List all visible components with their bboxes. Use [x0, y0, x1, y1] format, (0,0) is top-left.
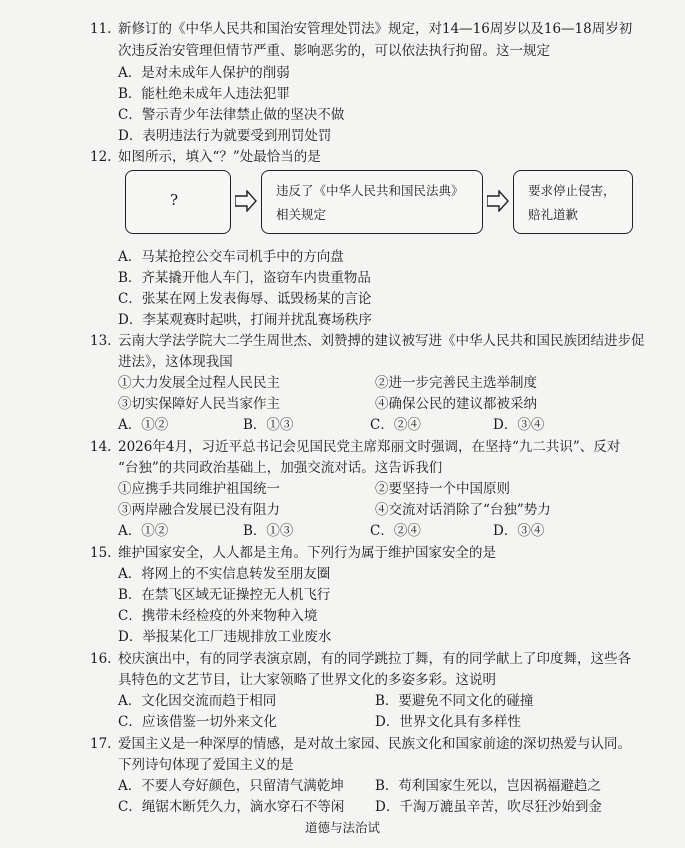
choice-d: D．③④ — [493, 417, 545, 433]
diagram-box-unknown — [125, 170, 231, 234]
flow-diagram — [125, 170, 635, 236]
choice-b: B．①③ — [243, 417, 294, 433]
arrow-right-icon — [235, 190, 257, 212]
option-c: C．张某在网上发表侮辱、诋毁杨某的言论 — [118, 291, 372, 307]
option-c: C．携带未经检疫的外来物种入境 — [118, 608, 318, 624]
option-b: B．在禁飞区域无证操控无人机飞行 — [118, 587, 331, 603]
option-d: D．举报某化工厂违规排放工业废水 — [118, 629, 332, 645]
question-stem-line: 进法》，这体现我国 — [118, 354, 233, 370]
question-stem-line: 具特色的文艺节目，让大家领略了世界文化的多姿多彩。这说明 — [118, 672, 496, 688]
option-a: A．马某抢控公交车司机手中的方向盘 — [118, 249, 344, 265]
option-c: C．警示青少年法律禁止做的坚决不做 — [118, 107, 345, 123]
choice-c: C．②④ — [370, 523, 421, 539]
statement-4: ④交流对话消除了“台独”势力 — [375, 502, 551, 518]
question-number: 17. — [90, 736, 112, 752]
question-number: 13. — [90, 333, 112, 349]
question-stem-line: 2026年4月，习近平总书记会见国民党主席郑丽文时强调，在坚持“九二共识”、反对 — [118, 439, 621, 455]
option-b: B．能杜绝未成年人违法犯罪 — [118, 86, 290, 102]
question-number: 15. — [90, 545, 112, 561]
diagram-box-violation — [261, 170, 483, 234]
option-b: B．齐某撬开他人车门，盗窃车内贵重物品 — [118, 270, 371, 286]
question-number: 11. — [90, 21, 112, 37]
option-a: A．文化因交流而趋于相同 — [118, 693, 277, 709]
statement-2: ②进一步完善民主选举制度 — [375, 375, 537, 391]
question-number: 14. — [90, 439, 112, 455]
statement-1: ①应携手共同维护祖国统一 — [118, 481, 280, 497]
question-stem-line: 如图所示，填入“？”处最恰当的是 — [118, 149, 321, 165]
option-b: B．要避免不同文化的碰撞 — [375, 693, 534, 709]
question-number: 12. — [90, 149, 112, 165]
choice-c: C．②④ — [370, 417, 421, 433]
statement-3: ③切实保障好人民当家作主 — [118, 396, 280, 412]
statement-2: ②要坚持一个中国原则 — [375, 481, 510, 497]
question-number: 16. — [90, 651, 112, 667]
option-d: D．千淘万漉虽辛苦，吹尽狂沙始到金 — [375, 799, 602, 815]
diagram-box-liability — [513, 170, 633, 234]
violation-line-2: 相关规定 — [276, 207, 327, 222]
question-stem-line: 云南大学法学院大二学生周世杰、刘赞搏的建议被写进《中华人民共和国民族团结进步促 — [118, 333, 645, 349]
option-a: A．将网上的不实信息转发至朋友圈 — [118, 566, 331, 582]
arrow-right-icon — [487, 190, 509, 212]
option-c: C．绳锯木断凭久力，滴水穿石不等闲 — [118, 799, 345, 815]
question-mark-label: ? — [170, 191, 179, 209]
option-c: C．应该借鉴一切外来文化 — [118, 714, 277, 730]
question-stem-line: 爱国主义是一种深厚的情感，是对故土家园、民族文化和国家前途的深切热爱与认同。 — [118, 736, 631, 752]
question-stem-line: 校庆演出中，有的同学表演京剧，有的同学跳拉丁舞，有的同学献上了印度舞，这些各 — [118, 651, 631, 667]
liability-line-1: 要求停止侵害， — [528, 183, 616, 198]
option-a: A．是对未成年人保护的削弱 — [118, 65, 290, 81]
page-footer: 道德与法治试 — [304, 820, 380, 835]
option-b: B．苟利国家生死以，岂因祸福避趋之 — [375, 778, 601, 794]
choice-a: A．①② — [118, 523, 169, 539]
choice-b: B．①③ — [243, 523, 294, 539]
choice-a: A．①② — [118, 417, 169, 433]
violation-line-1: 违反了《中华人民共和国民法典》 — [276, 183, 464, 198]
question-stem-line: 次违反治安管理但情节严重、影响恶劣的，可以依法执行拘留。这一规定 — [118, 43, 550, 59]
question-stem-line: 下列诗句体现了爱国主义的是 — [118, 757, 294, 773]
option-d: D．世界文化具有多样性 — [375, 714, 521, 730]
liability-line-2: 赔礼道歉 — [528, 207, 579, 222]
question-stem-line: 维护国家安全，人人都是主角。下列行为属于维护国家安全的是 — [118, 545, 496, 561]
statement-1: ①大力发展全过程人民民主 — [118, 375, 280, 391]
question-stem-line: 新修订的《中华人民共和国治安管理处罚法》规定，对14—16周岁以及16—18周岁初 — [118, 21, 633, 37]
statement-4: ④确保公民的建议都被采纳 — [375, 396, 537, 412]
choice-d: D．③④ — [493, 523, 545, 539]
option-d: D．李某观赛时起哄，打闹并扰乱赛场秩序 — [118, 312, 372, 328]
option-a: A．不要人夸好颜色，只留清气满乾坤 — [118, 778, 344, 794]
question-stem-line: “台独”的共同政治基础上，加强交流对话。这告诉我们 — [118, 460, 443, 476]
statement-3: ③两岸融合发展已没有阻力 — [118, 502, 280, 518]
option-d: D．表明违法行为就要受到刑罚处罚 — [118, 128, 332, 144]
